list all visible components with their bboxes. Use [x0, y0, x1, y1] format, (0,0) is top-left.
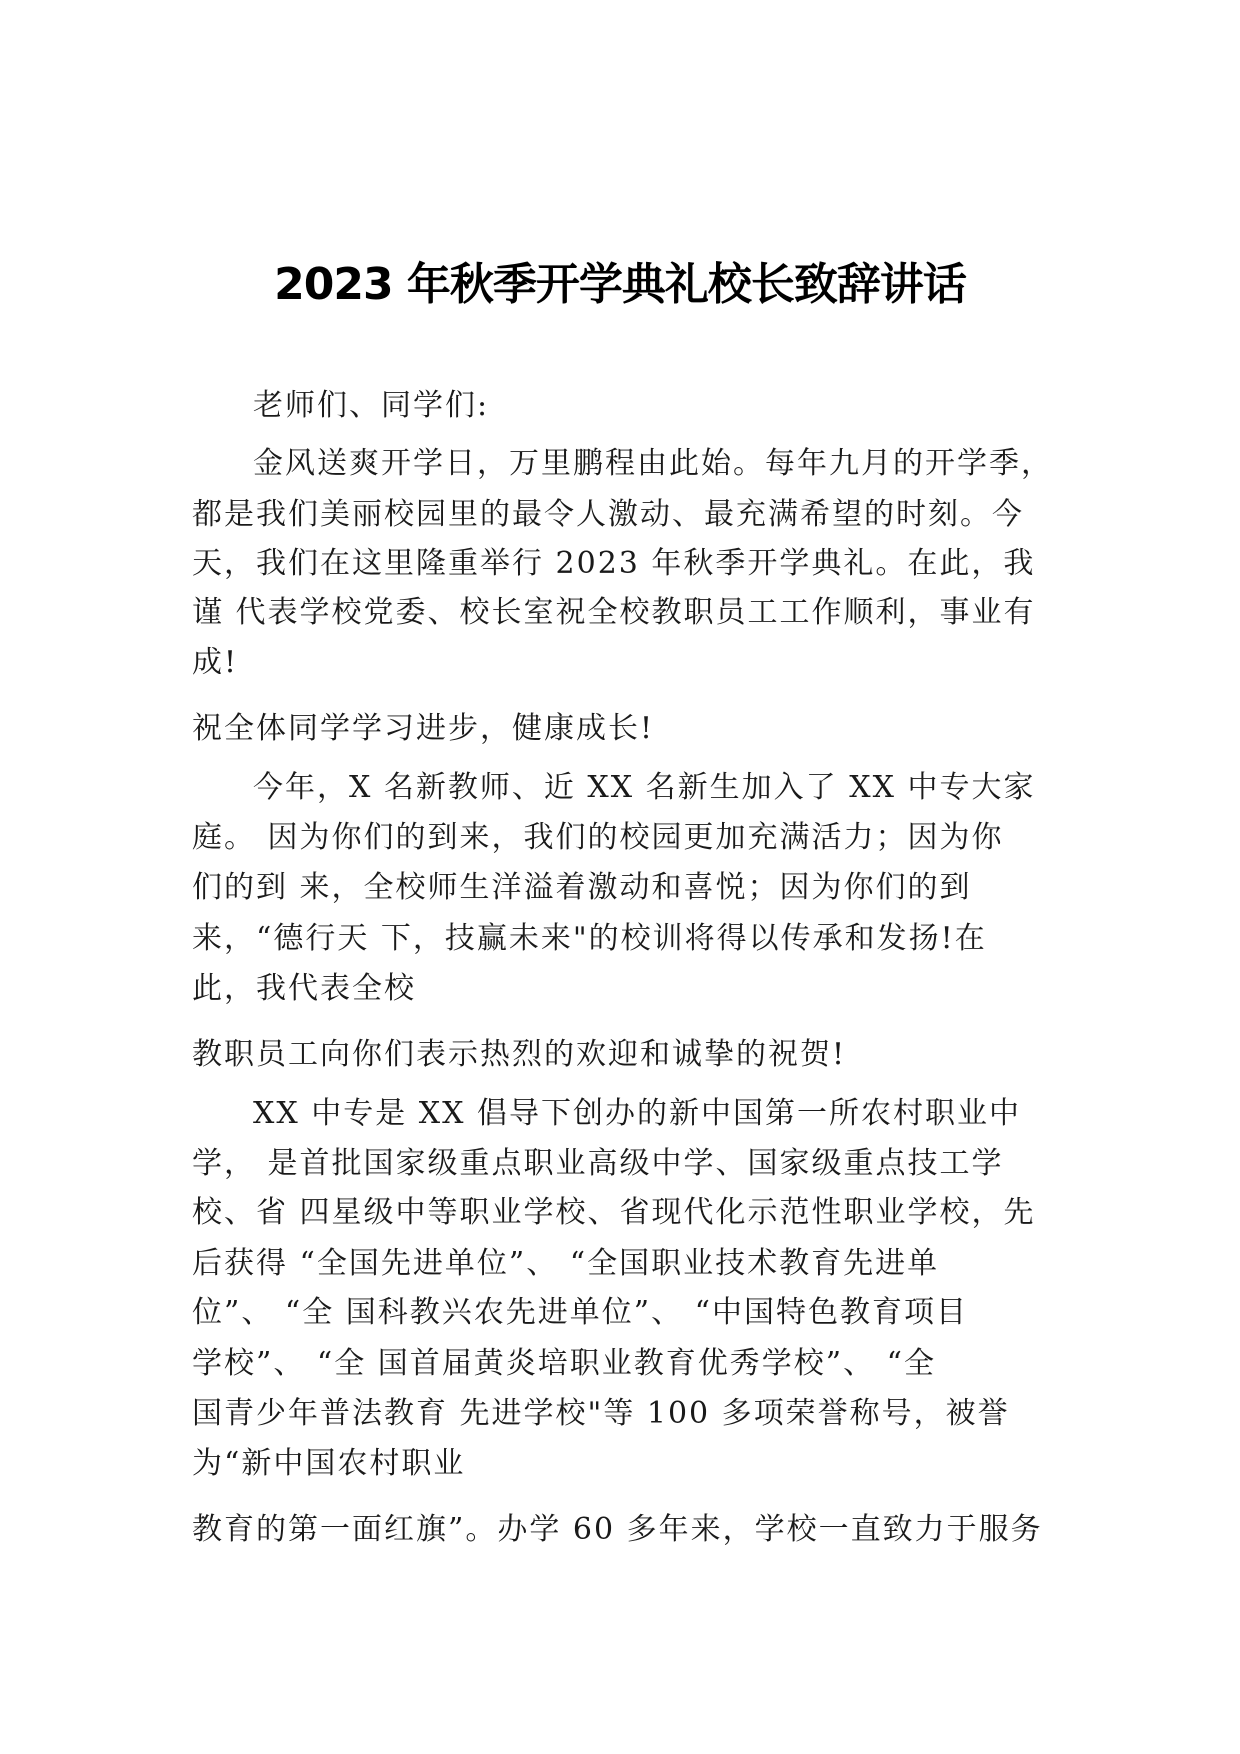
paragraph-line: 学校”、 “全 国首届黄炎培职业教育优秀学校”、 “全 [192, 1346, 936, 1381]
paragraph-line: 后获得 “全国先进单位”、 “全国职业技术教育先进单 [192, 1246, 940, 1281]
paragraph-line: 此，我代表全校 [192, 971, 416, 1006]
document-title: 2023 年秋季开学典礼校长致辞讲话 [274, 259, 966, 310]
paragraph-line: 金风送爽开学日，万里鹏程由此始。每年九月的开学季， [253, 446, 1053, 481]
paragraph-line: 们的到 来，全校师生洋溢着激动和喜悦；因为你们的到 [192, 870, 972, 905]
paragraph-line: 庭。 因为你们的到来，我们的校园更加充满活力；因为你 [192, 820, 1004, 855]
paragraph-line: 今年，X 名新教师、近 XX 名新生加入了 XX 中专大家 [253, 770, 1036, 805]
paragraph-line: 学， 是首批国家级重点职业高级中学、国家级重点技工学 [192, 1146, 1004, 1181]
paragraph-line: 教育的第一面红旗”。办学 60 多年来，学校一直致力于服务 [192, 1512, 1043, 1547]
paragraph-line: 教职员工向你们表示热烈的欢迎和诚挚的祝贺! [192, 1037, 847, 1072]
paragraph-line: 谨 代表学校党委、校长室祝全校教职员工工作顺利，事业有 [192, 595, 1036, 630]
paragraph-line: 为“新中国农村职业 [192, 1446, 466, 1481]
paragraph-line: 位”、 “全 国科教兴农先进单位”、 “中国特色教育项目 [192, 1295, 968, 1330]
salutation-line: 老师们、同学们: [253, 388, 490, 423]
paragraph-line: 国青少年普法教育 先进学校"等 100 多项荣誉称号，被誉 [192, 1396, 1010, 1431]
paragraph-line: 天，我们在这里隆重举行 2023 年秋季开学典礼。在此，我 [192, 546, 1036, 581]
paragraph-line: 来，“德行天 下，技赢未来"的校训将得以传承和发扬!在 [192, 921, 987, 956]
paragraph-line: XX 中专是 XX 倡导下创办的新中国第一所农村职业中 [253, 1096, 1022, 1131]
paragraph-line: 校、省 四星级中等职业学校、省现代化示范性职业学校，先 [192, 1195, 1036, 1230]
paragraph-line: 成! [192, 645, 239, 680]
paragraph-line: 都是我们美丽校园里的最令人激动、最充满希望的时刻。今 [192, 497, 1024, 532]
paragraph-line: 祝全体同学学习进步，健康成长! [192, 711, 655, 746]
